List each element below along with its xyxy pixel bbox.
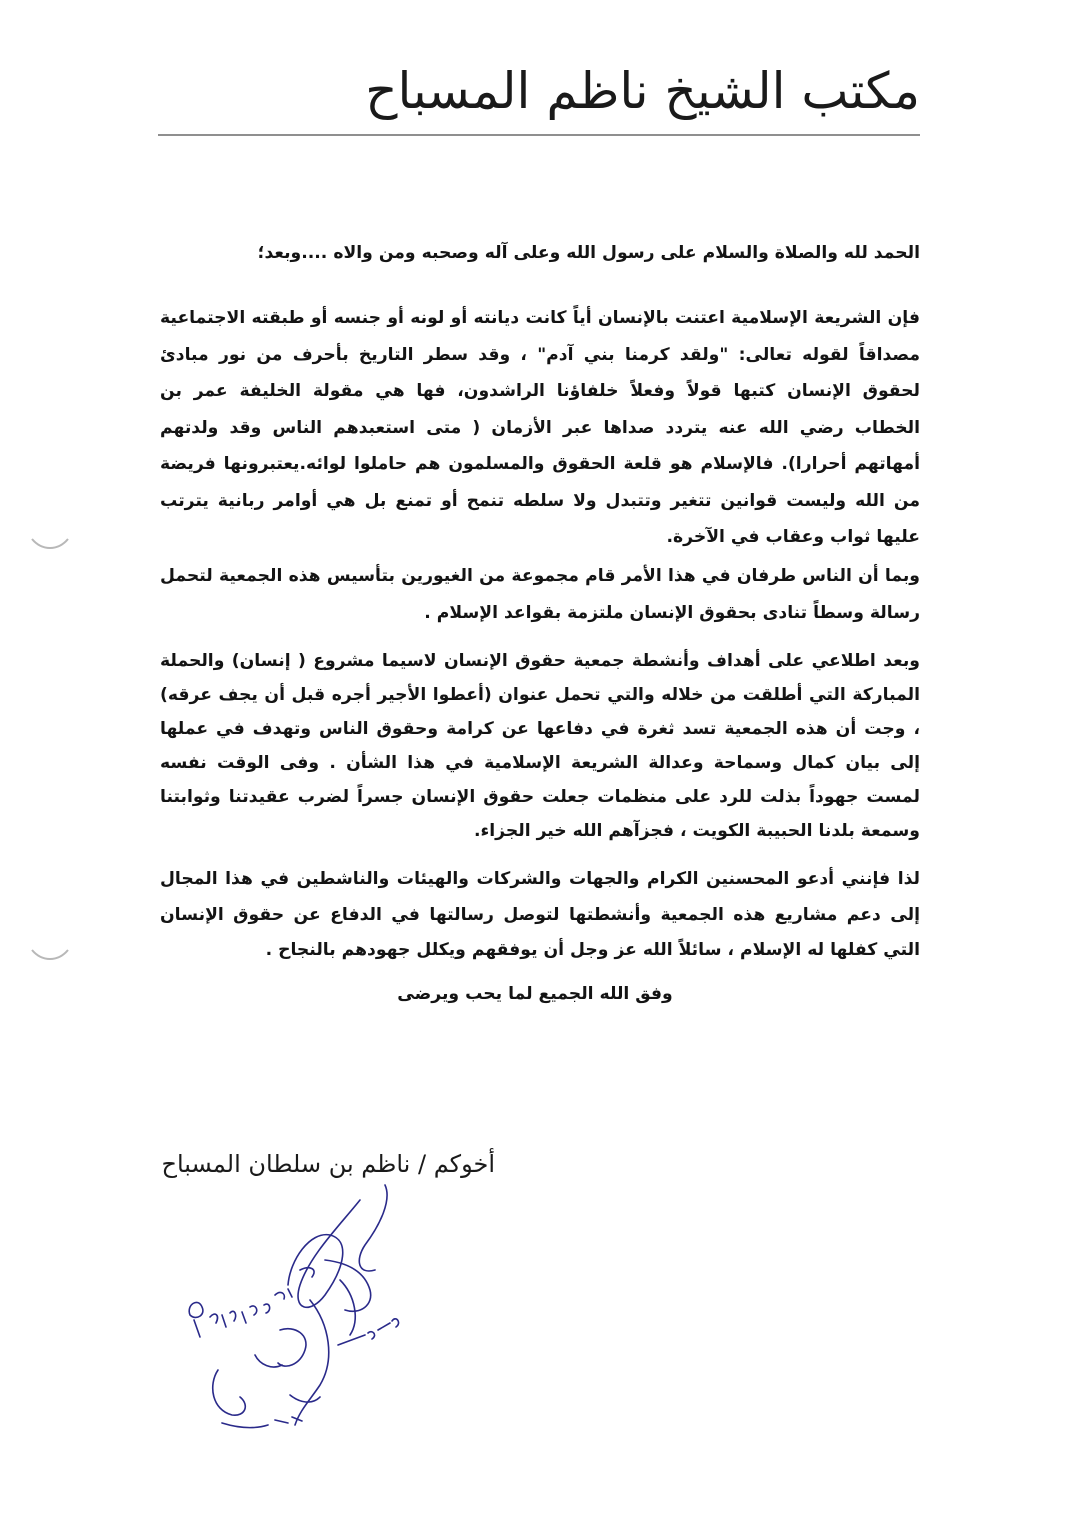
letter-paragraph-2: وبما أن الناس طرفان في هذا الأمر قام مجموعة من الغيورين بتأسيس هذه الجمعية لتحمل رسالة وسطاً تنادى بحقوق الإنسان ملتزمة بقواعد الإسلام . — [160, 566, 920, 623]
letter-signoff: أخوكم / ناظم بن سلطان المسباح — [161, 1150, 495, 1178]
letterhead-rule — [158, 134, 920, 136]
letterhead-title: مكتب الشيخ ناظم المسباح — [365, 62, 920, 120]
letter-paragraph-4: لذا فإنني أدعو المحسنين الكرام والجهات والشركات والهيئات والناشطين في هذا المجال إلى دعم مشاريع هذه الجمعية وأنشطتها لتوصل رسالتها في الدفاع عن حقوق الإنسان التي كفلها له الإسلام ، سائلاً الله عز وجل أن يوفقهم ويكلل جهودهم بالنجاح . — [160, 869, 920, 960]
letter-opening: الحمد لله والصلاة والسلام على رسول الله وعلى آله وصحبه ومن والاه ....وبعد؛ — [257, 243, 920, 263]
letter-paragraph-1: فإن الشريعة الإسلامية اعتنت بالإنسان أياً كانت ديانته أو لونه أو جنسه أو طبقته الاجتماعية مصداقاً لقوله تعالى: "ولقد كرمنا بني آدم" ، وقد سطر التاريخ بأحرف من نور مبادئ لحقوق الإنسان كتبها قولاً وفعلاً خلفاؤنا الراشدون، فها هي مقولة الخليفة عمر بن الخطاب رضي الله عنه يتردد صداها عبر الأزمان ( متى استعبدهم الناس وقد ولدتهم أمهاتهم أحرارا). فالإسلام هو قلعة الحقوق والمسلمون هم حاملوا لوائه.يعتبرونها فريضة من الله وليست قوانين تتغير وتتبدل ولا سلطه تنمح أو تمنع بل هي أوامر ربانية يترتب عليها ثواب وعقاب في الآخرة. — [160, 308, 920, 547]
punch-hole-mark-upper — [28, 535, 72, 553]
letter-paragraph-3: وبعد اطلاعي على أهداف وأنشطة جمعية حقوق الإنسان لاسيما مشروع ( إنسان) والحملة المباركة التي أطلقت من خلاله والتي تحمل عنوان (أعطوا الأجير أجره قبل أن يجف عرقه) ، وجت أن هذه الجمعية تسد ثغرة في دفاعها عن كرامة وحقوق الناس وتهدف في عملها إلى بيان كمال وسماحة وعدالة الشريعة الإسلامية في هذا الشأن . وفى الوقت نفسه لمست جهوداً بذلت للرد على منظمات جعلت حقوق الإنسان جسراً لضرب عقيدتنا وثوابتنا وسمعة بلدنا الحبيبة الكويت ، فجزآهم الله خير الجزاء. — [160, 651, 920, 841]
handwritten-signature — [160, 1165, 500, 1485]
letter-closing: وفق الله الجميع لما يحب ويرضى — [397, 984, 673, 1004]
punch-hole-mark-lower — [28, 946, 72, 964]
